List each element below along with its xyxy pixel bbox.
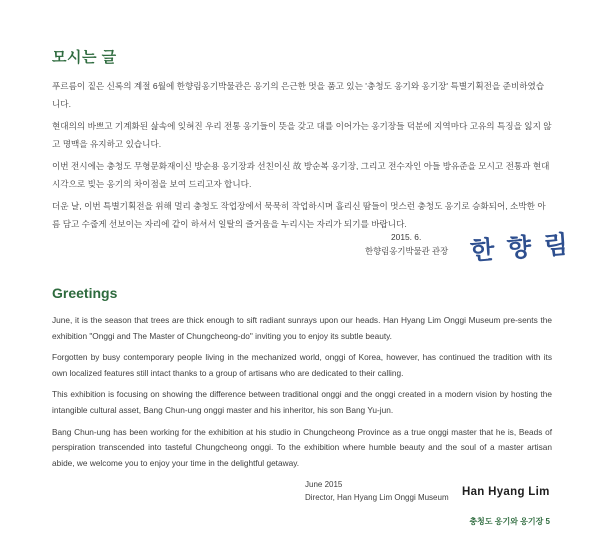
korean-body	[52, 78, 552, 238]
korean-signature-date: 2015. 6.	[391, 232, 422, 242]
english-signature-name: Han Hyang Lim	[462, 486, 550, 498]
english-body	[52, 313, 552, 477]
korean-paragraph: 현대의의 바쁘고 기계화된 삶속에 잊혀진 우리 전통 옹기들이 뜻을 갖고 대를 이어가는 옹기장들 덕분에 지역마다 고유의 특징을 잃지 않고 명맥을 유지하고 있습니다.	[52, 121, 552, 149]
english-signature-block	[305, 478, 449, 504]
english-paragraph: June, it is the season that trees are thick enough to sift radiant sunrays upon our heads. Han Hyang Lim Onggi Museum pre-sents the exhibition "Onggi and The Master of Chungcheong-do" inviting you to enjoy its subtle beauty.	[52, 315, 552, 341]
korean-signature-title: 한향림옹기박물관 관장	[365, 246, 449, 256]
korean-paragraph: 푸르름이 짙은 신록의 계절 6월에 한향림옹기박물관은 옹기의 은근한 멋을 품고 있는 '충청도 옹기와 옹기장' 특별기획전을 준비하였습니다.	[52, 81, 545, 109]
english-paragraph: Bang Chun-ung has been working for the exhibition at his studio in Chungcheong Province as a true onggi master that he is, Beads of perspiration transcended into tasteful Chungcheong onggi. To the exhibition where humble beauty and the soul of a master artisan abide, we welcome you to enjoy your time in the delightful getaway.	[52, 426, 552, 468]
korean-signature-name: 한 향 림	[469, 229, 571, 266]
page-footer: 충청도 옹기와 옹기장 5	[469, 517, 550, 526]
korean-paragraph: 더운 날, 이번 특별기획전을 위해 멀리 충청도 작업장에서 묵묵히 작업하시며 흘리신 땀들이 멋스런 충청도 옹기로 승화되어, 소박한 아름 담고 수줍게 선보이는 자리에 같이 하셔서 일탈의 즐거움을 누리시는 자리가 되기를 바랍니다.	[52, 201, 546, 229]
korean-paragraph: 이번 전시에는 충청도 무형문화재이신 방순용 옹기장과 선친이신 故 방순복 옹기장, 그리고 전수자인 아들 방유준을 모시고 전통과 현대 시각으로 빚는 옹기의 차이점을 보여 드리고자 합니다.	[52, 161, 550, 189]
english-paragraph: Forgotten by busy contemporary people living in the mechanized world, onggi of Korea, however, has continued the tradition with its own localized features still intact thanks to a group of artisans who are dedicated to their calling.	[52, 352, 552, 378]
english-section-title: Greetings	[52, 285, 118, 301]
korean-section-title: 모시는 글	[52, 49, 117, 66]
english-paragraph: This exhibition is focusing on showing the difference between traditional onggi and the onggi created in a modern vision by hosting the intangible cultural asset, Bang Chun-ung onggi master and his inheritor, his son Bang Yu-jun.	[52, 389, 552, 415]
english-signature-date: June 2015	[305, 480, 343, 489]
english-signature-title: Director, Han Hyang Lim Onggi Museum	[305, 493, 449, 502]
